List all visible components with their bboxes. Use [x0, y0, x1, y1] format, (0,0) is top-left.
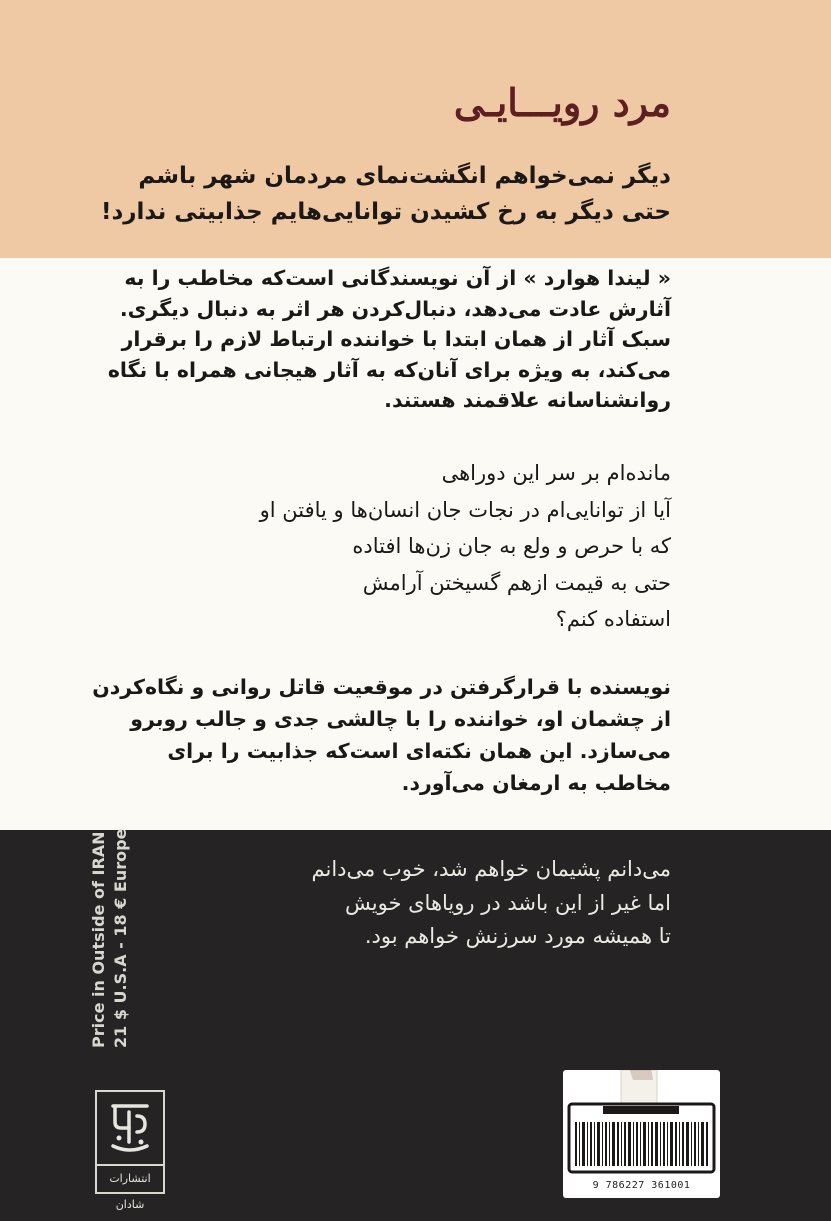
description-line: روانشناسانه علاقمند هستند.	[384, 388, 671, 412]
publisher-name: انتشارات شادان	[97, 1164, 163, 1192]
intro-quote	[101, 158, 671, 230]
poem-line: استفاده کنم؟	[555, 607, 671, 631]
review-line: می‌سازد. این همان نکته‌ای است‌که جذابیت را برای	[167, 739, 671, 763]
intro-line: حتی دیگر به رخ کشیدن توانایی‌هایم جذابیتی ندارد!	[100, 199, 671, 225]
publisher-logo	[95, 1090, 165, 1211]
closing-line: تا همیشه مورد سرزنش خواهم بود.	[364, 924, 671, 948]
review-line: از چشمان او، خواننده را با چالشی جدی و جالب روبرو	[130, 707, 671, 731]
price-line-values: 21 $ U.S.A - 18 € Europe	[111, 828, 130, 1048]
description-line: « لیندا هوارد » از آن نویسندگانی است‌که مخاطب را به	[124, 266, 671, 290]
review-paragraph	[92, 671, 671, 799]
poem-line: مانده‌ام بر سر این دوراهی	[441, 461, 671, 485]
review-line: نویسنده با قرارگرفتن در موقعیت قاتل روانی و نگاه‌کردن	[92, 675, 671, 699]
poem-line: حتی به قیمت ازهم گسیختن آرامش	[362, 570, 671, 595]
description-line: آثارش عادت می‌دهد، دنبال‌کردن هر اثر به دنبال دیگری.	[119, 296, 671, 321]
closing-quote	[312, 853, 671, 954]
isbn-number: 9 786227 361001	[592, 1180, 691, 1191]
description-line: می‌کند، به ویژه برای آنان‌که به آثار هیجانی همراه با نگاه	[107, 357, 671, 382]
poem-line: که با حرص و ولع به جان زن‌ها افتاده	[352, 534, 671, 558]
price-line-outside: Price in Outside of IRAN	[89, 831, 108, 1048]
author-description	[108, 263, 671, 416]
publisher-logo-icon	[105, 1098, 155, 1158]
closing-line: می‌دانم پشیمان خواهم شد، خوب می‌دانم	[311, 857, 671, 881]
book-title: مرد رویـــایـی	[453, 80, 671, 125]
closing-line: اما غیر از این باشد در رویاهای خویش	[345, 890, 671, 915]
description-line: سبک آثار از همان ابتدا با خواننده ارتباط لازم را برقرار	[121, 327, 671, 351]
price-label	[88, 718, 144, 1048]
review-line: مخاطب به ارمغان می‌آورد.	[401, 771, 671, 795]
poem-excerpt	[260, 455, 671, 638]
poem-line: آیا از توانایی‌ام در نجات جان انسان‌ها و یافتن او	[259, 497, 671, 522]
intro-line: دیگر نمی‌خواهم انگشت‌نمای مردمان شهر باشم	[138, 163, 671, 189]
barcode-ballot-icon	[563, 1070, 720, 1198]
barcode-area	[563, 1070, 720, 1198]
